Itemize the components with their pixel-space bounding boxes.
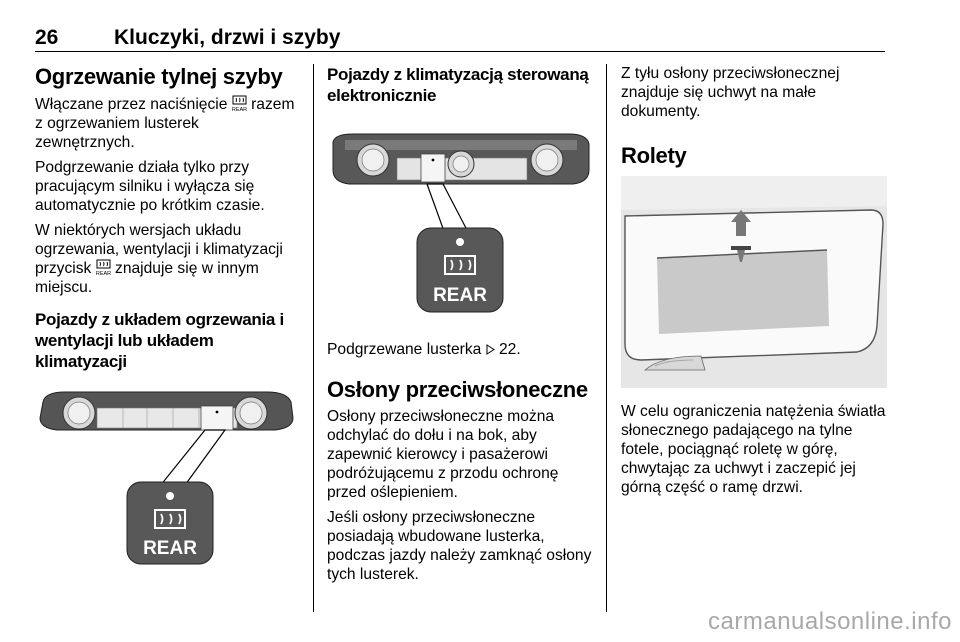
hvac-panel-illustration [35,388,297,570]
rear-defrost-icon [96,259,111,276]
section-heading-sun-visors: Osłony przeciwsłoneczne [327,377,588,402]
column-3 [621,64,887,169]
paragraph: Podgrzewanie działa tylko przy pracującym silniku i wyłącza się automatycznie po krótkim czasie. [35,159,265,214]
section-heading-rear-window-heating: Ogrzewanie tylnej szyby [35,64,283,89]
paragraph [35,221,297,297]
paragraph: W celu ograniczenia natężenia światła słonecznego padającego na tylne fotele, pociągnąć roletę w górę, chwytając za uchwyt i zaczepić jej górną część o ramę drzwi. [621,403,886,496]
rear-defrost-icon [232,95,247,112]
section-heading-roller-blinds: Rolety [621,143,687,168]
text: razem z ogrzewaniem lusterek zewnętrznych. [35,96,295,151]
rear-icon-label: REAR [95,271,111,276]
chapter-title: Kluczyki, drzwi i szyby [114,26,341,49]
subheading-hvac: Pojazdy z układem ogrzewania i wentylacji lub układem klimatyzacji [35,310,284,371]
column-2 [327,64,595,106]
paragraph: Osłony przeciwsłoneczne można odchylać do dołu i na bok, aby zapewnić kierowcy i pasażerowi podróżującemu z przodu ochronę przed oślepieniem. [327,408,559,501]
column-3-lower [621,402,887,497]
rear-button-label: REAR [433,285,487,306]
page-header [35,24,885,52]
rear-button-label: REAR [143,538,197,559]
column-1 [35,64,297,372]
column-2-lower [327,340,595,584]
text: W niektórych wersjach układu ogrzewania, wentylacji i klimatyzacji przycisk [35,222,283,277]
page-reference-icon [486,344,495,355]
subheading-electronic-climate: Pojazdy z klimatyzacją sterowaną elektronicznie [327,65,589,105]
paragraph [35,95,297,152]
text: znajduje się w innym miejscu. [35,260,259,296]
roller-blind-illustration [621,176,887,388]
rear-icon-label: REAR [231,107,247,112]
paragraph: Jeśli osłony przeciwsłoneczne posiadają wbudowane lusterka, podczas jazdy należy zamknąć osłony tych lusterek. [327,509,592,583]
mirror-reference [327,340,595,359]
page-ref-number: 22. [498,341,521,358]
text: Podgrzewane lusterka [327,341,482,358]
paragraph: Z tyłu osłony przeciwsłonecznej znajduje się uchwyt na małe dokumenty. [621,65,840,120]
column-divider [313,64,314,612]
page-number: 26 [35,26,59,49]
text: Włączane przez naciśnięcie [35,96,228,113]
watermark: carmanualsonline.info [708,608,952,635]
column-divider [606,64,607,612]
climate-panel-illustration [327,130,595,316]
